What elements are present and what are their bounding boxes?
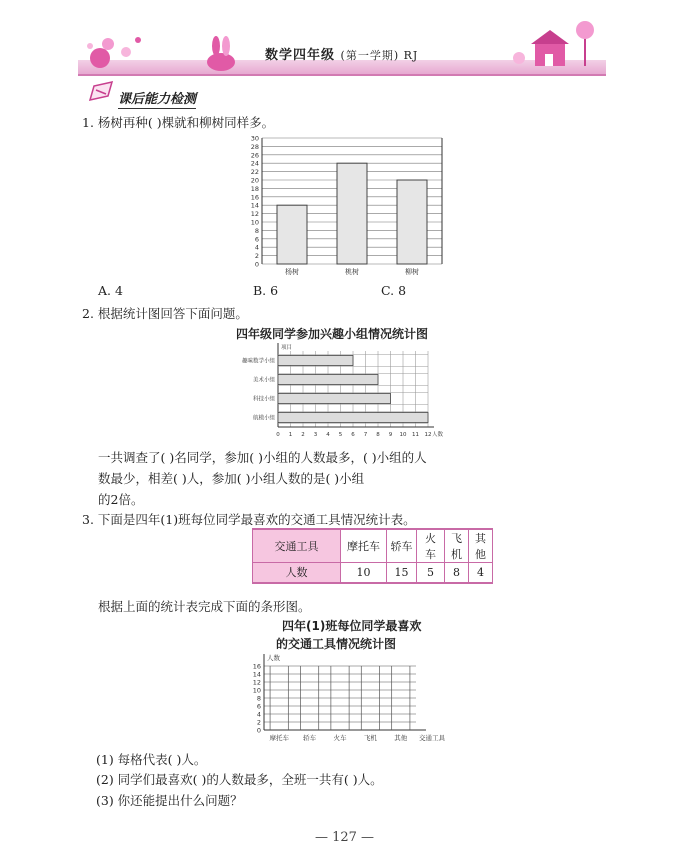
section-title: 课后能力检测 bbox=[118, 88, 196, 109]
interest-group-chart-title: 四年级同学参加兴趣小组情况统计图 bbox=[236, 327, 429, 341]
page-number: — 127 — bbox=[314, 830, 375, 845]
y-tick-label: 18 bbox=[250, 184, 259, 193]
table-cell: 5 bbox=[417, 563, 445, 583]
transport-chart-title-1: 四年(1)班每位同学最喜欢 bbox=[282, 619, 422, 633]
flower-decoration-icon bbox=[78, 22, 158, 74]
table-cell: 15 bbox=[387, 563, 417, 583]
y-tick-label: 0 bbox=[254, 260, 259, 269]
table-header-cell: 摩托车 bbox=[341, 529, 387, 563]
x-tick-label: 11 bbox=[412, 432, 419, 438]
bar bbox=[278, 413, 428, 423]
y-tick-label: 12 bbox=[252, 678, 261, 687]
y-tick-label: 6 bbox=[256, 702, 261, 711]
x-tick-label: 4 bbox=[326, 432, 330, 438]
y-tick-label: 美术小组 bbox=[252, 377, 275, 384]
x-tick-label: 8 bbox=[376, 432, 380, 438]
bar bbox=[337, 163, 367, 264]
x-tick-label: 5 bbox=[338, 432, 343, 438]
x-tick-label: 柳树 bbox=[405, 268, 419, 276]
bar bbox=[278, 356, 353, 366]
y-tick-label: 科技小组 bbox=[252, 396, 275, 403]
y-tick-label: 8 bbox=[254, 226, 259, 235]
header-title-text: 数学四年级 bbox=[265, 48, 336, 63]
table-header-cell: 火车 bbox=[417, 529, 445, 563]
header-subtitle: (第一学期) RJ bbox=[340, 49, 419, 62]
option-a: A. 4 bbox=[98, 283, 123, 298]
y-tick-label: 16 bbox=[252, 662, 261, 671]
x-tick-label: 6 bbox=[351, 432, 355, 438]
y-tick-label: 趣味数学小组 bbox=[241, 358, 275, 365]
y-tick-label: 航模小组 bbox=[252, 415, 275, 422]
question-2-line-1: 一共调查了( )名同学，参加( )小组的人数最多，( )小组的人 bbox=[98, 450, 427, 465]
x-tick-label: 7 bbox=[363, 432, 368, 438]
y-tick-label: 26 bbox=[250, 151, 259, 160]
instruction-text: 根据上面的统计表完成下面的条形图。 bbox=[98, 599, 311, 614]
y-tick-label: 14 bbox=[250, 201, 259, 210]
table-header-cell: 交通工具 bbox=[253, 529, 341, 563]
transport-table bbox=[252, 528, 493, 584]
x-tick-label: 2 bbox=[301, 432, 305, 438]
x-tick-label: 摩托车 bbox=[269, 734, 289, 742]
x-axis-title: 人数 bbox=[432, 432, 444, 438]
bar bbox=[278, 394, 391, 404]
x-tick-label: 杨树 bbox=[285, 268, 299, 276]
header-title bbox=[265, 44, 418, 63]
sub-question-1: (1) 每格代表( )人。 bbox=[96, 752, 207, 767]
pencil-icon bbox=[88, 80, 116, 102]
question-2-line-3: 的2倍。 bbox=[98, 492, 144, 507]
y-tick-label: 24 bbox=[250, 159, 259, 168]
table-cell: 人数 bbox=[253, 563, 341, 583]
question-3-text: 3. 下面是四年(1)班每位同学最喜欢的交通工具情况统计表。 bbox=[82, 512, 416, 527]
tree-bar-chart bbox=[232, 132, 452, 280]
transport-bar-chart bbox=[240, 652, 455, 747]
x-tick-label: 飞机 bbox=[363, 734, 377, 742]
x-axis-title: 交通工具 bbox=[419, 734, 445, 742]
option-b: B. 6 bbox=[253, 283, 279, 298]
question-2-line-2: 数最少，相差( )人，参加( )小组人数的是( )小组 bbox=[98, 471, 365, 486]
table-header-cell: 飞机 bbox=[445, 529, 469, 563]
sub-question-3: (3) 你还能提出什么问题？ bbox=[96, 793, 243, 808]
y-tick-label: 10 bbox=[250, 218, 259, 227]
x-tick-label: 12 bbox=[424, 432, 432, 438]
x-tick-label: 桃树 bbox=[345, 268, 359, 276]
table-cell: 8 bbox=[445, 563, 469, 583]
bar bbox=[277, 205, 307, 264]
x-tick-label: 3 bbox=[313, 432, 318, 438]
x-tick-label: 1 bbox=[288, 432, 293, 438]
y-tick-label: 22 bbox=[250, 168, 259, 177]
table-row bbox=[253, 563, 493, 583]
option-c: C. 8 bbox=[381, 283, 407, 298]
y-tick-label: 30 bbox=[250, 134, 259, 143]
x-tick-label: 火车 bbox=[333, 734, 347, 742]
table-cell: 4 bbox=[469, 563, 493, 583]
table-header-cell: 轿车 bbox=[387, 529, 417, 563]
y-tick-label: 6 bbox=[254, 235, 259, 244]
x-tick-label: 其他 bbox=[394, 734, 408, 742]
question-1-text: 1. 杨树再种( )棵就和柳树同样多。 bbox=[82, 115, 275, 130]
house-tree-icon bbox=[505, 14, 605, 74]
x-tick-label: 10 bbox=[399, 432, 407, 438]
table-cell: 10 bbox=[341, 563, 387, 583]
y-tick-label: 2 bbox=[256, 718, 261, 727]
y-axis-title: 人数 bbox=[267, 654, 280, 662]
rabbit-icon bbox=[196, 34, 246, 74]
y-tick-label: 4 bbox=[256, 710, 261, 719]
y-tick-label: 0 bbox=[256, 726, 261, 735]
sub-question-2: (2) 同学们最喜欢( )的人数最多，全班一共有( )人。 bbox=[96, 772, 383, 787]
y-tick-label: 14 bbox=[252, 670, 261, 679]
y-tick-label: 12 bbox=[250, 210, 259, 219]
table-header-row bbox=[253, 529, 493, 563]
table-header-cell: 其他 bbox=[469, 529, 493, 563]
y-axis-title: 项目 bbox=[281, 345, 293, 351]
bar bbox=[278, 375, 378, 385]
y-tick-label: 20 bbox=[250, 176, 259, 185]
y-tick-label: 2 bbox=[254, 252, 259, 261]
y-tick-label: 10 bbox=[252, 686, 261, 695]
y-tick-label: 4 bbox=[254, 243, 259, 252]
x-tick-label: 轿车 bbox=[303, 734, 317, 742]
transport-chart-title-2: 的交通工具情况统计图 bbox=[276, 637, 397, 651]
y-tick-label: 16 bbox=[250, 193, 259, 202]
y-tick-label: 8 bbox=[256, 694, 261, 703]
interest-group-bar-chart bbox=[232, 341, 452, 443]
x-tick-label: 9 bbox=[388, 432, 393, 438]
question-2-text: 2. 根据统计图回答下面问题。 bbox=[82, 306, 248, 321]
x-tick-label: 0 bbox=[276, 432, 280, 438]
y-tick-label: 28 bbox=[250, 142, 259, 151]
bar bbox=[397, 180, 427, 264]
